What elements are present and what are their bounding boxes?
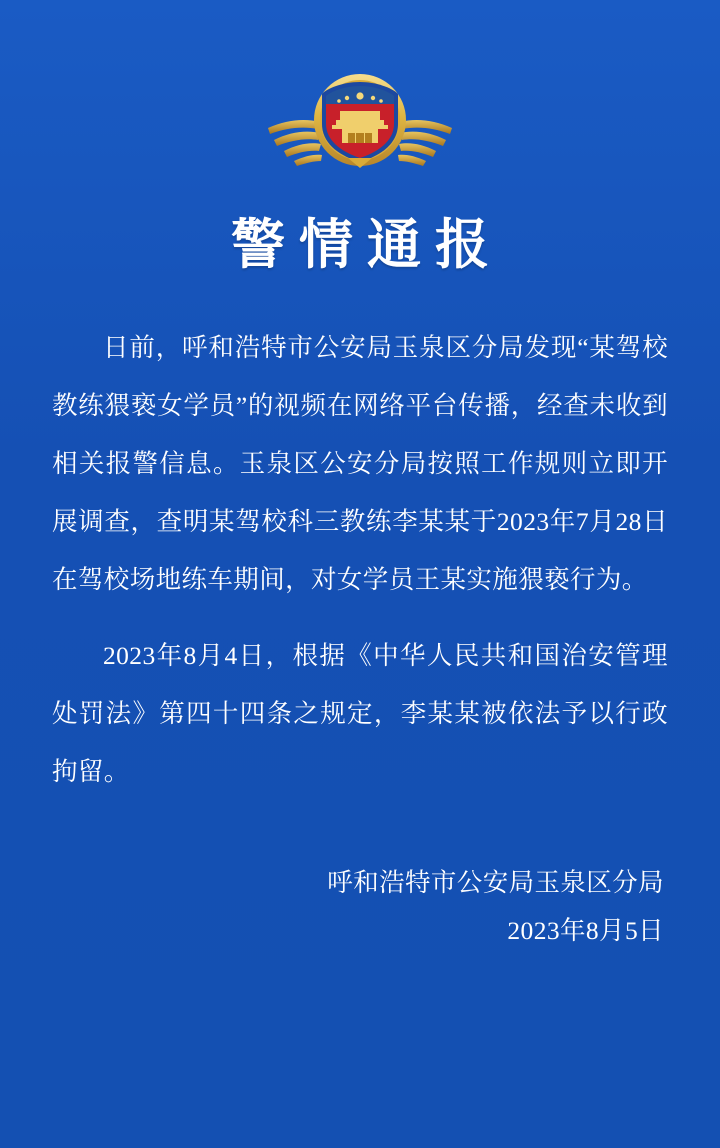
police-badge-icon (260, 62, 460, 180)
notice-paragraph: 日前，呼和浩特市公安局玉泉区分局发现“某驾校教练猥亵女学员”的视频在网络平台传播，经查未收到相关报警信息。玉泉区公安分局按照工作规则立即开展调查，查明某驾校科三教练李某某于2023年7月28日在驾校场地练车期间，对女学员王某实施猥亵行为。 (52, 333, 668, 594)
emblem-container (42, 0, 678, 180)
page-title: 警情通报 (231, 212, 503, 276)
notice-paragraph: 2023年8月4日，根据《中华人民共和国治安管理处罚法》第四十四条之规定，李某某被依法予以行政拘留。 (52, 641, 668, 786)
signature-date: 2023年8月5日 (507, 916, 664, 945)
signature-organization: 呼和浩特市公安局玉泉区分局 (327, 868, 664, 897)
signature-block (42, 859, 678, 955)
notice-body (42, 319, 678, 801)
